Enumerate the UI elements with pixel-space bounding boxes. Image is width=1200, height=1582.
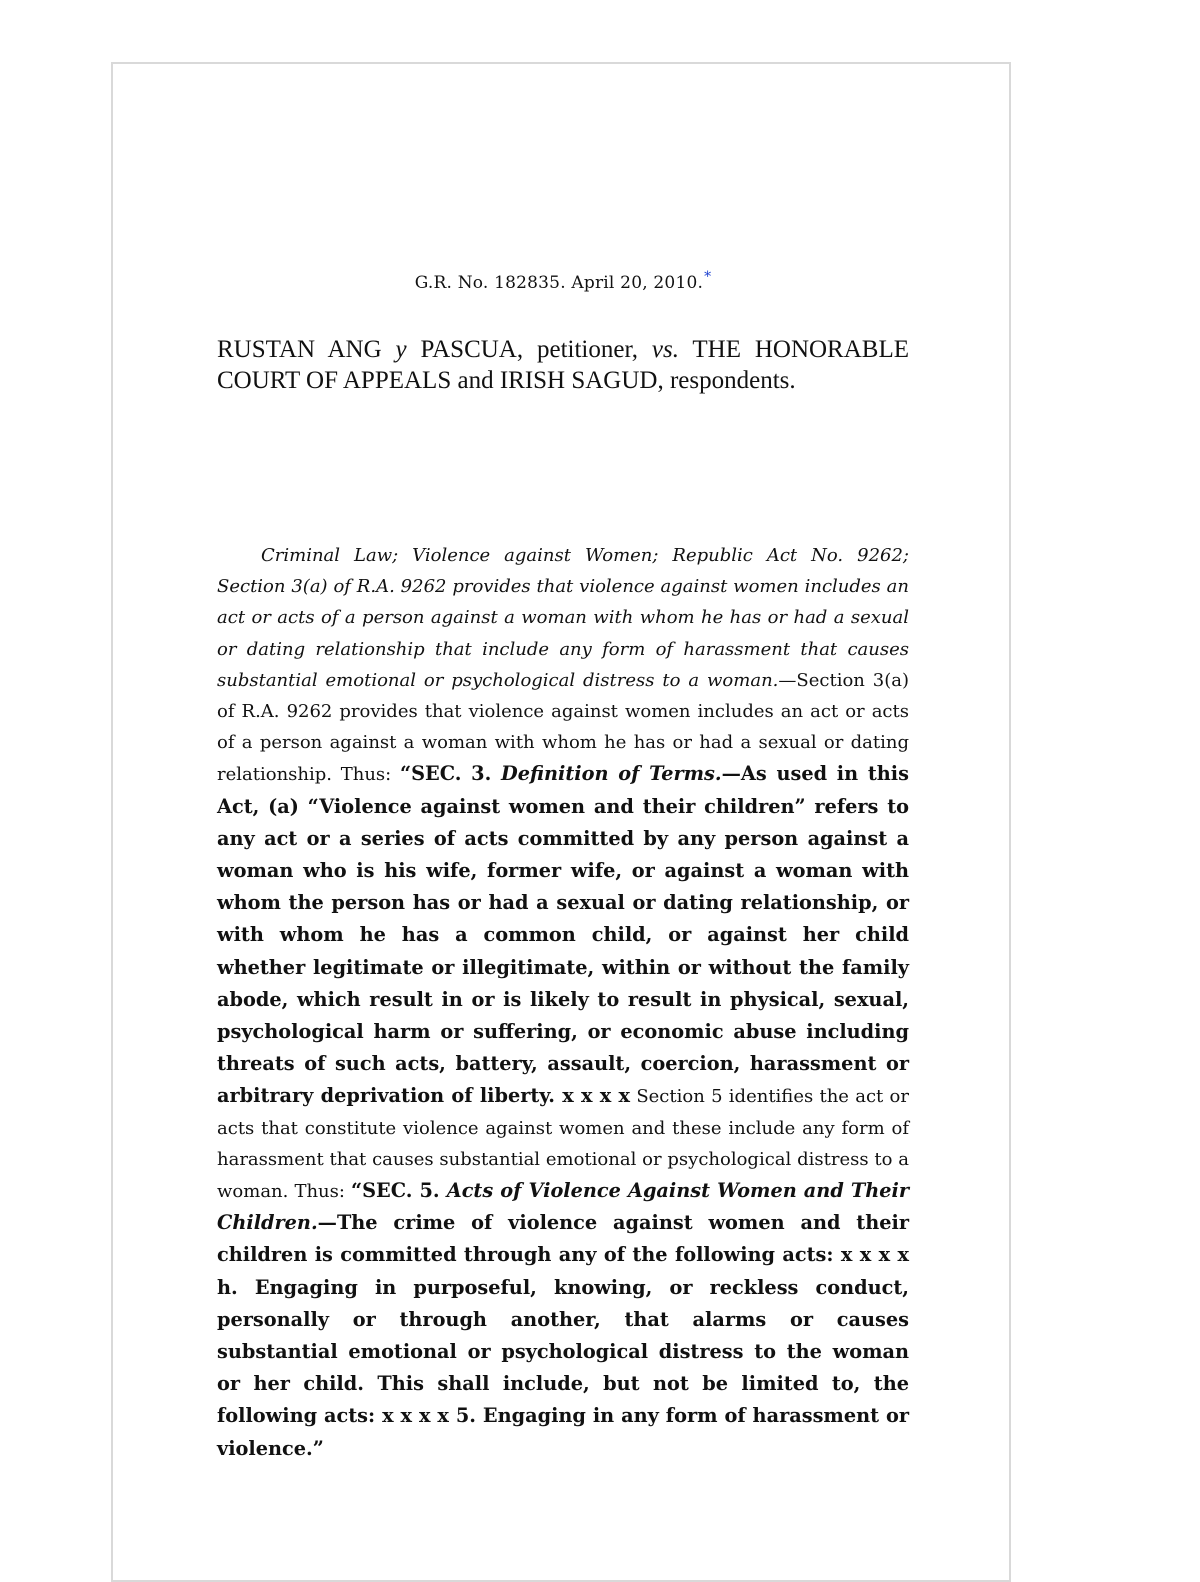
sec5-title: Acts of Violence Against Women and Their Children. <box>217 1179 909 1235</box>
sec5-label: “SEC. 5. <box>351 1179 447 1203</box>
case-parties <box>217 334 909 396</box>
case-number-text: G.R. No. 182835. April 20, 2010. <box>414 273 704 293</box>
parties-petitioner-role: PASCUA, petitioner, <box>406 336 652 363</box>
parties-respondents: THE HONORABLE COURT OF APPEALS and IRISH SAGUD, respondents. <box>217 336 910 394</box>
sec3-title: Definition of Terms. <box>501 762 722 786</box>
case-number <box>113 269 1013 293</box>
sec3-label: “SEC. 3. <box>399 762 502 786</box>
parties-versus: vs. <box>651 336 679 363</box>
syllabus-topic-headnote: Criminal Law; Violence against Women; Republic Act No. 9262; Section 3(a) of R.A. 9262 provides that violence against women includes an act or acts of a person against a woman with whom he has or had a sexual or dating relationship that include any form of harassment that causes substantial emotional or psychological distress to a woman. <box>217 545 909 691</box>
sec5-quote: —The crime of violence against women and their children is committed through any of the following acts: x x x x h. Engaging in purposeful, knowing, or reckless conduct, personally or through another, that alarms or causes substantial emotional or psychological distress to the woman or her child. This shall include, but not be limited to, the following acts: x x x x 5. Engaging in any form of harassment or violence.” <box>217 1211 909 1460</box>
syllabus-paragraph <box>217 540 909 1465</box>
document-page <box>111 62 1011 1582</box>
syllabus-text-1: —Section 3(a) of R.A. 9262 provides that violence against women includes an act or acts of a person against a woman with whom he has or had a sexual or dating relationship. Thus: <box>217 669 910 786</box>
footnote-marker-link[interactable]: * <box>704 269 712 285</box>
parties-name-connector: y <box>395 336 407 363</box>
parties-petitioner-name: RUSTAN ANG <box>217 336 396 363</box>
sec3-quote: —As used in this Act, (a) “Violence against women and their children” refers to any act or a series of acts committed by any person against a woman who is his wife, former wife, or against a woman with whom the person has or had a sexual or dating relationship, or with whom he has a common child, or against her child whether legitimate or illegitimate, within or without the family abode, which result in or is likely to result in physical, sexual, psychological harm or suffering, or economic abuse including threats of such acts, battery, assault, coercion, harassment or arbitrary deprivation of liberty. x x x x <box>217 762 909 1108</box>
syllabus-text-2: Section 5 identifies the act or acts that constitute violence against women and these include any form of harassment that causes substantial emotional or psychological distress to a woman. Thus: <box>217 1086 909 1203</box>
